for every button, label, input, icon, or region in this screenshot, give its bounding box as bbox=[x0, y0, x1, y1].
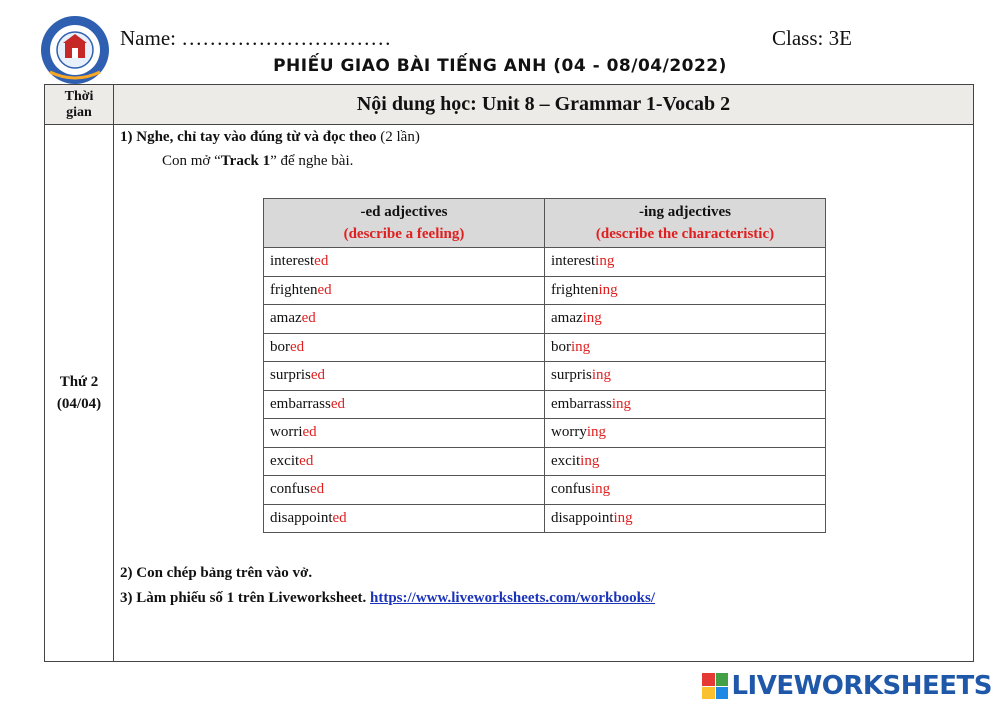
ing-adjective-cell bbox=[545, 504, 826, 533]
step-1-number: 1) bbox=[120, 129, 133, 145]
adjective-row bbox=[264, 362, 826, 391]
ed-adjective-suffix: ed bbox=[290, 338, 305, 355]
adjective-row bbox=[264, 390, 826, 419]
ing-column-header bbox=[545, 199, 826, 248]
ed-adjective-cell bbox=[264, 447, 545, 476]
time-column-header bbox=[45, 85, 114, 125]
ed-adjective-stem: disappoint bbox=[270, 509, 333, 526]
ing-adjective-stem: disappoint bbox=[551, 509, 614, 526]
ing-adjective-stem: surpris bbox=[551, 367, 592, 384]
content-cell bbox=[114, 125, 974, 662]
ed-adjective-cell bbox=[264, 362, 545, 391]
class-label: Class: 3E bbox=[772, 26, 852, 50]
ed-adjective-cell bbox=[264, 248, 545, 277]
ed-adjective-suffix: ed bbox=[310, 367, 326, 384]
ed-adjective-stem: interest bbox=[270, 253, 315, 270]
ed-adjective-cell bbox=[264, 390, 545, 419]
adjective-row bbox=[264, 276, 826, 305]
adjective-row bbox=[264, 476, 826, 505]
ing-adjective-stem: confus bbox=[551, 481, 591, 498]
logo-square-yellow bbox=[702, 687, 715, 700]
ing-adjective-suffix: ing bbox=[582, 310, 602, 327]
ing-adjective-cell bbox=[545, 248, 826, 277]
ed-adjective-stem: surpris bbox=[270, 367, 311, 384]
ed-column-title: -ed adjectives bbox=[360, 204, 448, 220]
ed-adjective-cell bbox=[264, 333, 545, 362]
ed-adjective-suffix: ed bbox=[330, 395, 345, 412]
adjective-row bbox=[264, 333, 826, 362]
time-header-line-2: gian bbox=[66, 104, 92, 120]
track-name: Track 1 bbox=[220, 153, 271, 169]
content-column-header: Nội dung học: Unit 8 – Grammar 1-Vocab 2 bbox=[114, 85, 974, 125]
ed-adjective-suffix: ed bbox=[314, 253, 329, 270]
ed-adjective-suffix: ed bbox=[301, 310, 316, 327]
ing-adjective-cell bbox=[545, 476, 826, 505]
step-1-subinstruction bbox=[162, 153, 353, 170]
ing-adjective-cell bbox=[545, 333, 826, 362]
ed-adjective-cell bbox=[264, 476, 545, 505]
ed-adjective-stem: embarrass bbox=[270, 395, 331, 412]
ing-adjective-stem: embarrass bbox=[551, 395, 612, 412]
lesson-table-header bbox=[45, 85, 974, 125]
step-1-bold-text: Nghe, chỉ tay vào đúng từ và đọc theo bbox=[136, 129, 377, 145]
liveworksheets-wordmark: LIVEWORKSHEETS bbox=[731, 671, 992, 701]
ed-adjective-cell bbox=[264, 419, 545, 448]
ing-adjective-suffix: ing bbox=[591, 481, 611, 498]
ing-adjective-cell bbox=[545, 362, 826, 391]
ed-adjective-stem: frighten bbox=[270, 281, 318, 298]
ing-adjective-suffix: ing bbox=[595, 253, 615, 270]
lesson-table bbox=[44, 84, 974, 662]
lesson-row bbox=[45, 125, 974, 662]
liveworksheets-brand bbox=[702, 671, 992, 701]
ed-adjective-suffix: ed bbox=[299, 452, 314, 469]
ed-adjective-suffix: ed bbox=[332, 509, 347, 526]
ed-adjective-suffix: ed bbox=[317, 281, 332, 298]
adjectives-table-header bbox=[264, 199, 826, 248]
ing-adjective-suffix: ing bbox=[598, 281, 618, 298]
ing-column-subtitle: (describe the characteristic) bbox=[595, 226, 775, 242]
logo-square-blue bbox=[716, 687, 729, 700]
ing-adjective-cell bbox=[545, 305, 826, 334]
liveworksheets-logo-icon bbox=[702, 673, 728, 699]
student-name-field[interactable]: Name: ………………………… bbox=[120, 26, 392, 50]
ing-adjective-suffix: ing bbox=[571, 338, 591, 355]
ing-adjective-suffix: ing bbox=[611, 395, 631, 412]
ed-column-subtitle: (describe a feeling) bbox=[343, 226, 465, 242]
ing-adjective-suffix: ing bbox=[613, 509, 633, 526]
ing-adjective-cell bbox=[545, 390, 826, 419]
adjective-row bbox=[264, 504, 826, 533]
day-label: Thứ 2 bbox=[59, 374, 99, 390]
ing-adjective-stem: interest bbox=[551, 253, 596, 270]
logo-square-green bbox=[716, 673, 729, 686]
ing-adjective-suffix: ing bbox=[586, 424, 606, 441]
adjective-row bbox=[264, 447, 826, 476]
day-cell bbox=[45, 125, 114, 662]
date-label: (04/04) bbox=[56, 396, 102, 412]
step-1-sub-post: ” để nghe bài. bbox=[270, 153, 354, 169]
sheet-title: PHIẾU GIAO BÀI TIẾNG ANH (04 - 08/04/2022) bbox=[273, 56, 727, 76]
ed-adjective-suffix: ed bbox=[310, 481, 325, 498]
ed-column-header bbox=[264, 199, 545, 248]
step-2-instruction: 2) Con chép bảng trên vào vở. bbox=[120, 565, 313, 581]
adjective-row bbox=[264, 305, 826, 334]
logo-square-red bbox=[702, 673, 715, 686]
ed-adjective-cell bbox=[264, 504, 545, 533]
ed-adjective-stem: confus bbox=[270, 481, 310, 498]
adjectives-table-body bbox=[264, 248, 826, 533]
step-1-repeat-note: (2 lần) bbox=[376, 129, 420, 145]
adjective-row bbox=[264, 248, 826, 277]
ing-adjective-cell bbox=[545, 276, 826, 305]
ed-adjective-cell bbox=[264, 305, 545, 334]
ing-adjective-stem: frighten bbox=[551, 281, 599, 298]
ing-adjective-stem: excit bbox=[551, 452, 581, 469]
ed-adjective-stem: worri bbox=[270, 424, 303, 441]
ing-adjective-stem: worry bbox=[551, 424, 587, 441]
time-header-line-1: Thời bbox=[64, 88, 94, 104]
step-1-instruction bbox=[120, 129, 420, 146]
step-3-text: 3) Làm phiếu số 1 trên Liveworksheet. bbox=[120, 590, 370, 606]
ing-adjective-cell bbox=[545, 447, 826, 476]
adjectives-table bbox=[263, 198, 826, 533]
workbooks-link[interactable]: https://www.liveworksheets.com/workbooks/ bbox=[370, 590, 656, 606]
ed-adjective-cell bbox=[264, 276, 545, 305]
adjective-row bbox=[264, 419, 826, 448]
step-3-instruction bbox=[120, 590, 655, 607]
ing-adjective-cell bbox=[545, 419, 826, 448]
ed-adjective-stem: excit bbox=[270, 452, 300, 469]
ing-column-title: -ing adjectives bbox=[638, 204, 732, 220]
ing-adjective-stem: bor bbox=[551, 338, 571, 355]
ing-adjective-stem: amaz bbox=[551, 310, 583, 327]
ed-adjective-stem: bor bbox=[270, 338, 290, 355]
ing-adjective-suffix: ing bbox=[580, 452, 600, 469]
ing-adjective-suffix: ing bbox=[591, 367, 612, 384]
ed-adjective-stem: amaz bbox=[270, 310, 302, 327]
ed-adjective-suffix: ed bbox=[302, 424, 317, 441]
step-1-sub-pre: Con mở “ bbox=[162, 153, 221, 169]
